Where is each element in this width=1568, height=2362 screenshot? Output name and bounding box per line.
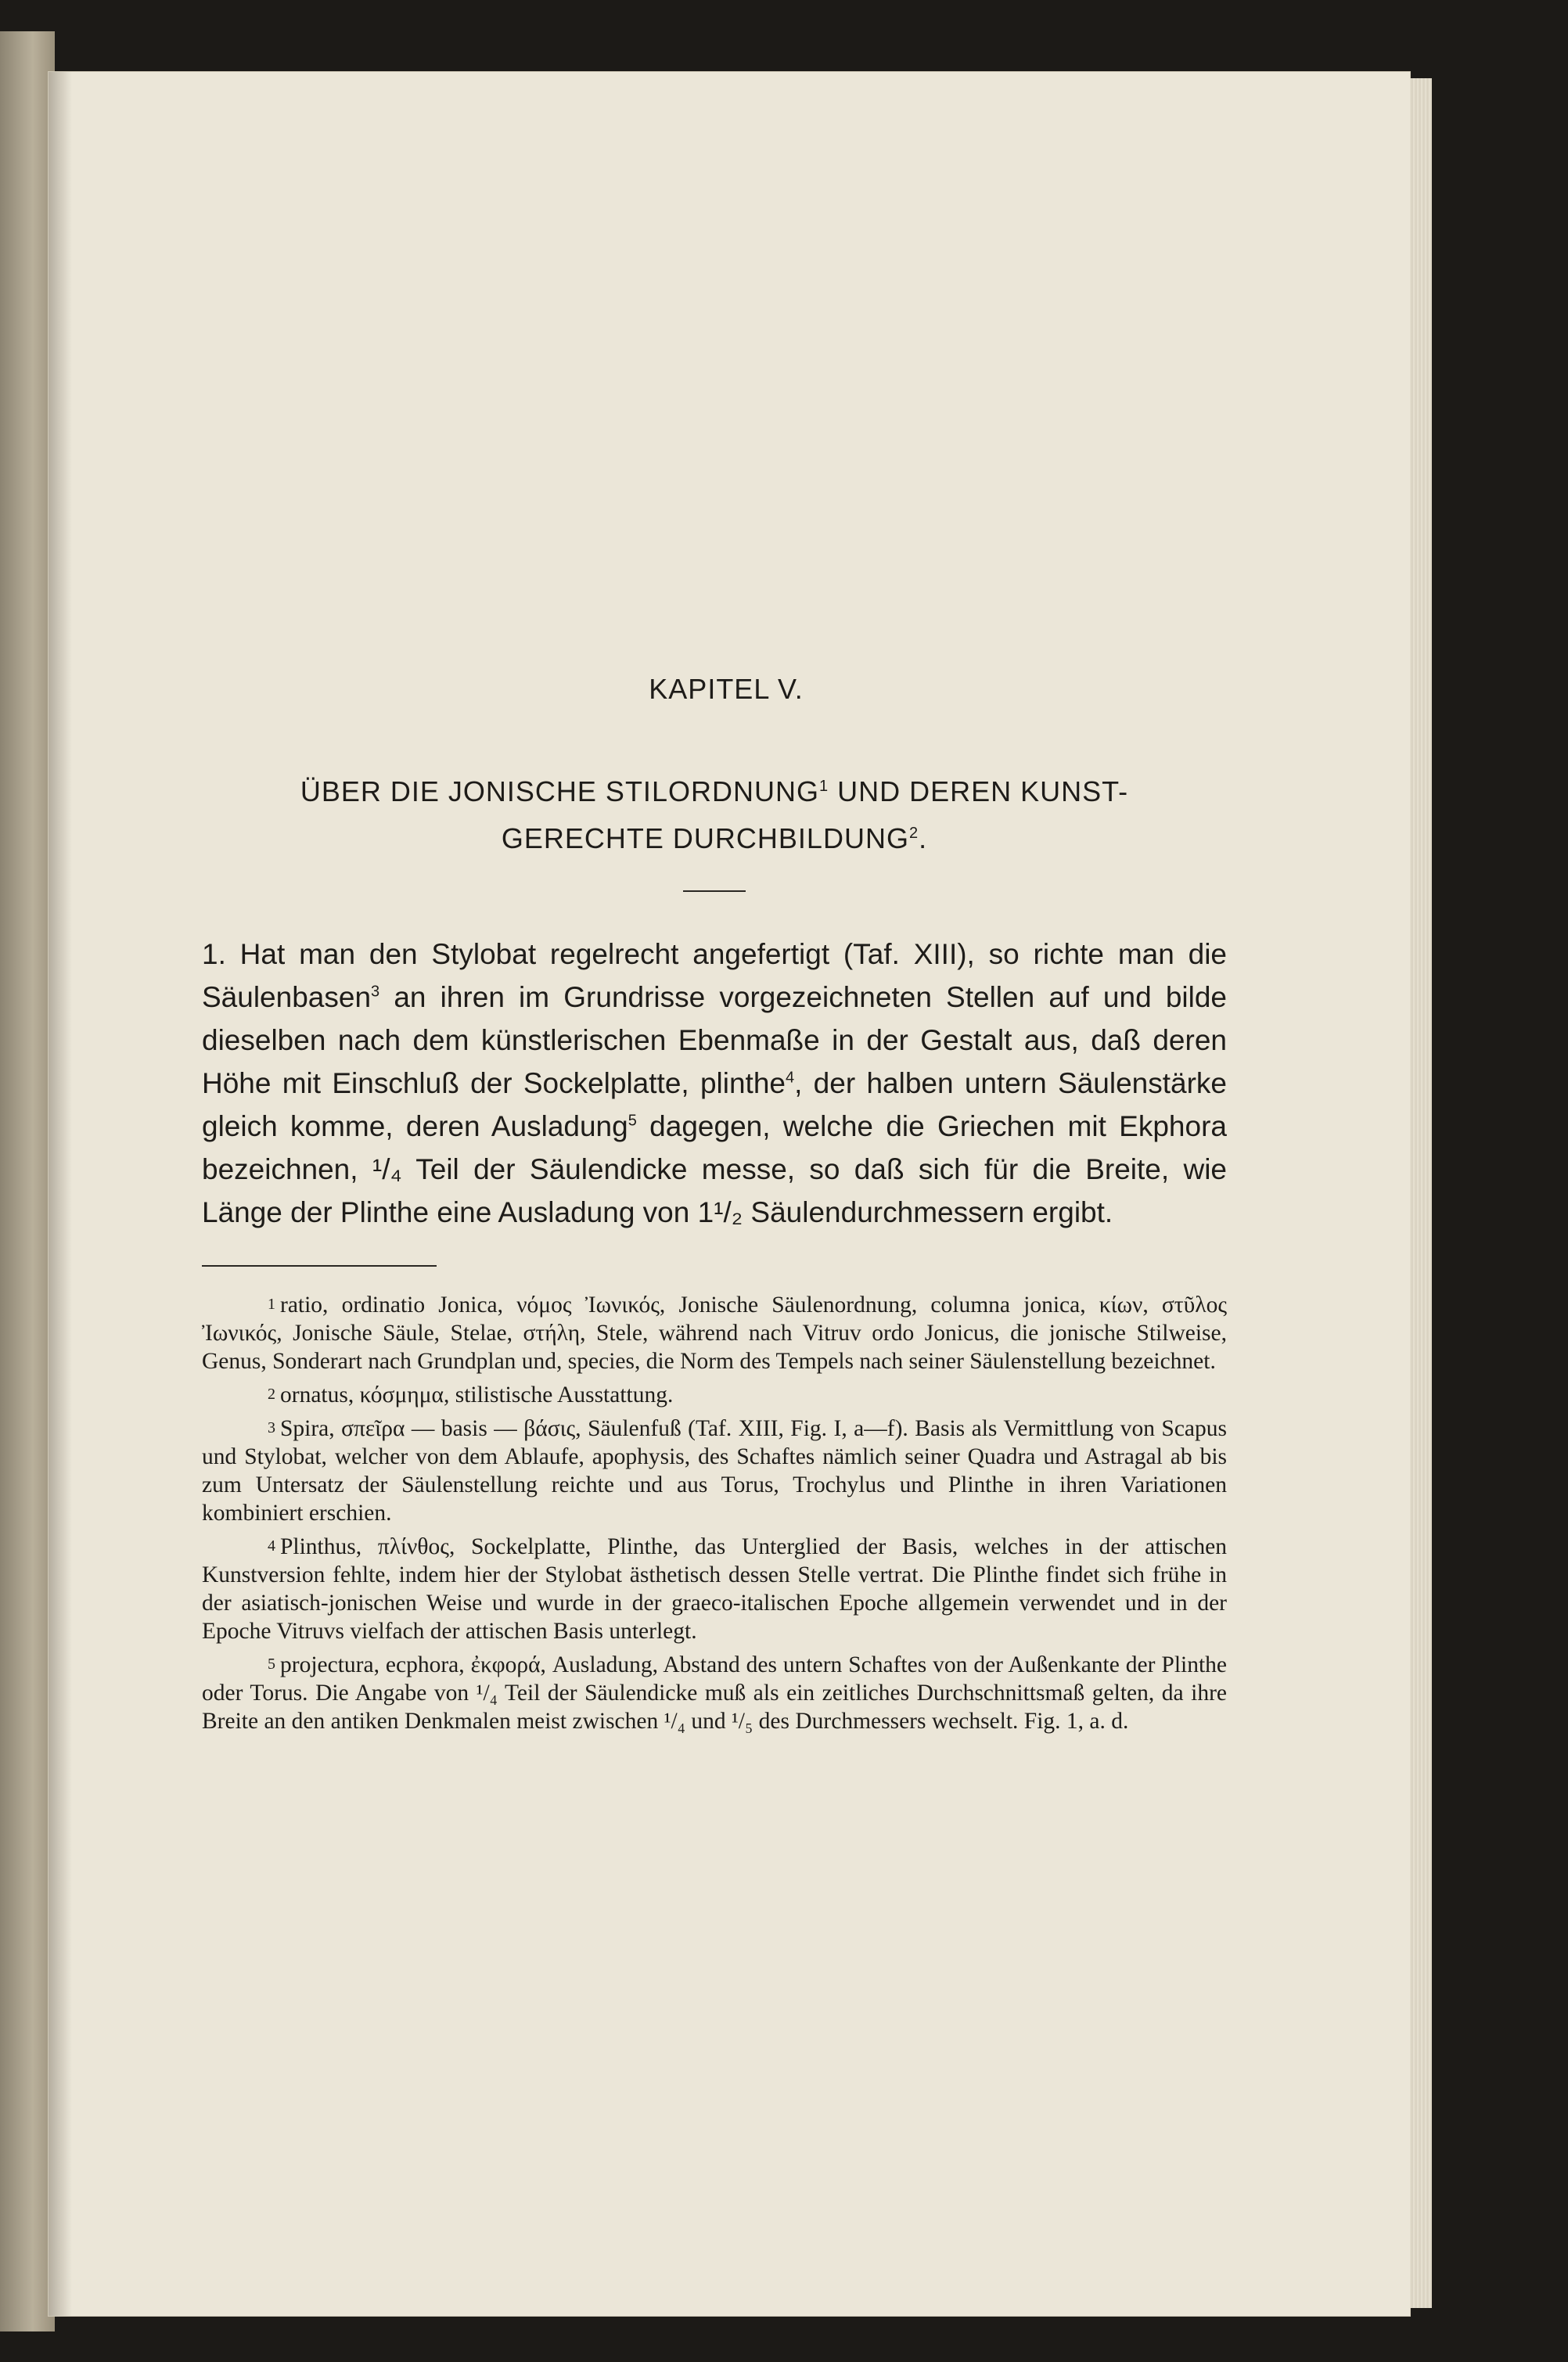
footnotes — [202, 1290, 1227, 1735]
footnote-divider — [202, 1265, 437, 1267]
heading-line2-rest: . — [919, 822, 928, 854]
footnote-number: 3 — [268, 1419, 275, 1436]
page-content — [202, 673, 1227, 1740]
chapter-title: KAPITEL V. — [649, 673, 804, 705]
heading-divider — [683, 890, 746, 892]
footnote-ref-2[interactable]: 2 — [908, 825, 919, 842]
page-gutter-shadow — [49, 72, 72, 2316]
footnote-number: 4 — [268, 1537, 275, 1555]
footnote-ref-4[interactable]: 4 — [786, 1069, 795, 1087]
footnote-4 — [202, 1532, 1227, 1645]
footnote-ref-1[interactable]: 1 — [818, 778, 829, 795]
paragraph-part-1: 1. Hat man den Stylobat regelrecht angefertigt (Taf. XIII), so richte man die Säulenbasen — [202, 938, 1227, 1013]
footnote-text: ratio, ordinatio Jonica, νόμος Ἰωνικός, Jonische Säulenordnung, columna jonica, κίων, στῦλος Ἰωνικός, Jonische Säule, Stelae, στήλη, Stele, während nach Vitruv ordo Jonicus, die jonische Stilweise, Genus, Sonderart nach Grundplan und, species, die Norm des Tempels nach seiner Säulenstellung bezeichnet. — [202, 1292, 1227, 1374]
footnote-text: projectura, ecphora, ἐκφορά, Ausladung, Abstand des untern Schaftes von der Außenkante der Plinthe oder Torus. Die Angabe von ¹/₄ Teil der Säulendicke muß als ein zeitliches Durchschnittsmaß gelten, da ihre Breite an den antiken Denkmalen meist zwischen ¹/₄ und ¹/₅ des Durchmessers wechselt. Fig. 1, a. d. — [202, 1652, 1227, 1734]
left-page-edge — [0, 31, 55, 2331]
page-stack-edge — [1410, 78, 1432, 2308]
heading-line1: ÜBER DIE JONISCHE STILORDNUNG — [300, 775, 819, 807]
paragraph-part-3: , der halben untern Säulenstärke gleich komme, deren Ausladung — [202, 1067, 1227, 1142]
footnote-2 — [202, 1380, 1227, 1409]
footnote-number: 5 — [268, 1656, 275, 1673]
footnote-text: Plinthus, πλίνθος, Sockelplatte, Plinthe, das Unterglied der Basis, welches in der attischen Kunstversion fehlte, indem hier der Stylobat ästhetisch dessen Stelle vertrat. Die Plinthe findet sich frühe in der asiatisch-jonischen Weise und wurde in der graeco-italischen Epoche allgemein verwendet und in der Epoche Vitruvs vielfach der attischen Basis unterlegt. — [202, 1534, 1227, 1644]
main-paragraph — [202, 933, 1227, 1234]
heading-line1-rest: UND DEREN KUNST- — [829, 775, 1129, 807]
footnote-ref-5[interactable]: 5 — [628, 1112, 637, 1130]
paragraph-part-4: dagegen, welche die Griechen mit Ekphora bezeichnen, ¹/₄ Teil der Säulendicke messe, so daß sich für die Breite, wie Länge der Plinthe eine Ausladung von 1¹/₂ Säulendurchmessern ergibt. — [202, 1110, 1227, 1228]
footnote-number: 2 — [268, 1386, 275, 1403]
footnote-5 — [202, 1650, 1227, 1735]
footnote-text: ornatus, κόσμημα, stilistische Ausstattung. — [280, 1382, 674, 1407]
footnote-3 — [202, 1414, 1227, 1527]
footnote-1 — [202, 1290, 1227, 1375]
heading-line2: GERECHTE DURCHBILDUNG — [501, 822, 909, 854]
footnote-number: 1 — [268, 1296, 275, 1313]
chapter-heading — [202, 768, 1227, 862]
footnote-ref-3[interactable]: 3 — [371, 983, 380, 1001]
paragraph-part-2: an ihren im Grundrisse vorgezeichneten Stellen auf und bilde dieselben nach dem künstlerischen Ebenmaße in der Gestalt aus, daß deren Höhe mit Einschluß der Sockelplatte, plinthe — [202, 981, 1227, 1099]
footnote-text: Spira, σπεῖρα — basis — βάσις, Säulenfuß (Taf. XIII, Fig. I, a—f). Basis als Vermittlung von Scapus und Stylobat, welcher von dem Ablaufe, apophysis, des Schaftes nämlich seiner Quadra und Astragal ab bis zum Untersatz der Säulenstellung reichte und aus Torus, Trochylus und Plinthe in ihren Variationen kombiniert erschien. — [202, 1416, 1227, 1526]
